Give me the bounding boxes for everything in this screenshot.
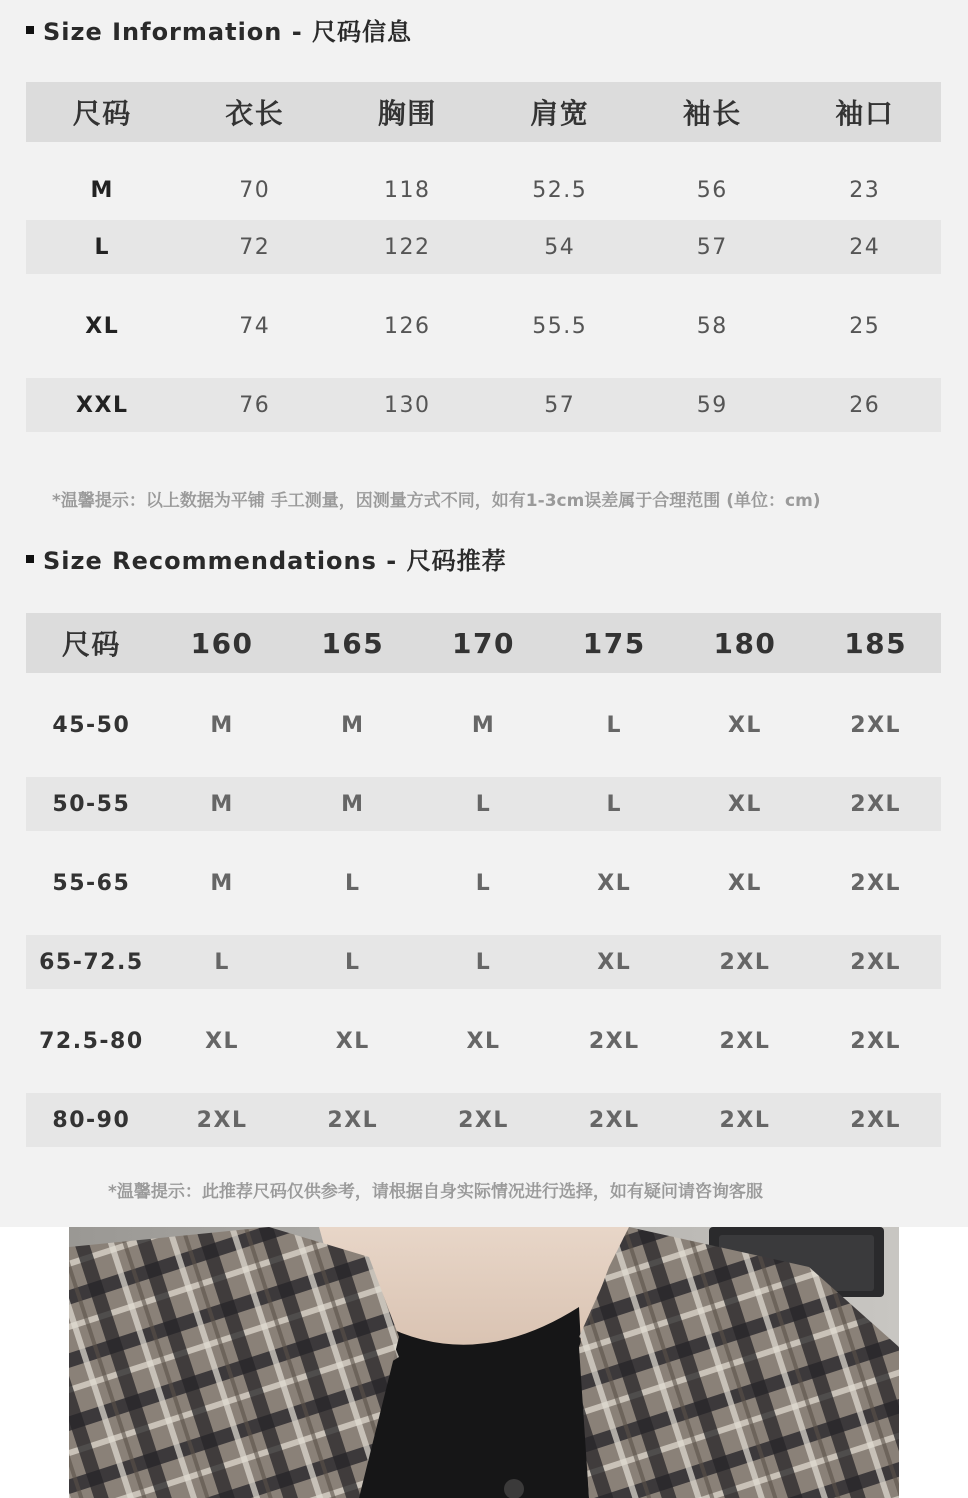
photo-illustration: [69, 1227, 899, 1498]
table-cell: XL: [727, 870, 762, 896]
header-cell: 180: [713, 626, 777, 660]
table-cell: XL: [335, 1028, 370, 1054]
table-row: [26, 220, 941, 274]
table-cell: 2XL: [719, 1107, 771, 1133]
table-row: [26, 160, 941, 220]
table-cell: 118: [384, 177, 431, 203]
table-cell: L: [345, 870, 361, 896]
table-row: [26, 673, 941, 777]
table-cell: 2XL: [196, 1107, 248, 1133]
header-cell: 185: [844, 626, 908, 660]
header-cell: 尺码: [72, 97, 132, 130]
header-cell: 165: [321, 626, 385, 660]
header-cell: 175: [582, 626, 646, 660]
table-cell: 2XL: [850, 1107, 902, 1133]
table-cell: XL: [205, 1028, 240, 1054]
table-header-row: [26, 613, 941, 673]
table-cell: L: [214, 949, 230, 975]
weight-cell: 50-55: [52, 791, 131, 817]
size-info-heading: [26, 12, 412, 47]
table-cell: XL: [597, 870, 632, 896]
table-cell: 2XL: [327, 1107, 379, 1133]
table-cell: 2XL: [458, 1107, 509, 1133]
header-cell: 袖长: [682, 97, 742, 130]
table-cell: 2XL: [850, 791, 902, 817]
header-cell: 肩宽: [530, 97, 590, 130]
table-cell: XL: [597, 949, 632, 975]
table-header-row: [26, 82, 941, 142]
table-row: [26, 777, 941, 831]
table-cell: 126: [384, 313, 431, 339]
table-cell: 2XL: [850, 870, 902, 896]
table-cell: L: [475, 949, 492, 975]
header-cell: 尺码: [61, 628, 121, 661]
table-cell: L: [606, 712, 622, 738]
table-cell: 2XL: [850, 1028, 902, 1054]
table-cell: 26: [849, 392, 881, 418]
size-info-note: *温馨提示：以上数据为平铺 手工测量，因测量方式不同，如有1-3cm误差属于合理范围 (单位：cm): [52, 491, 821, 511]
table-cell: 25: [849, 313, 881, 339]
table-cell: 130: [384, 392, 431, 418]
weight-cell: 45-50: [52, 712, 131, 738]
table-cell: 2XL: [719, 1028, 771, 1054]
table-cell: 122: [384, 234, 431, 260]
table-cell: L: [606, 791, 622, 817]
header-cell: 160: [190, 626, 254, 660]
table-cell: M: [341, 712, 365, 738]
size-rec-table: [26, 613, 941, 1147]
size-cell: L: [94, 234, 111, 260]
table-cell: 72: [239, 234, 271, 260]
size-info-title: Size Information - 尺码信息: [43, 18, 413, 46]
table-cell: L: [345, 949, 361, 975]
table-cell: 2XL: [588, 1107, 640, 1133]
weight-cell: 65-72.5: [39, 949, 144, 975]
header-cell: 170: [452, 626, 515, 660]
table-cell: 70: [239, 177, 271, 203]
plaid-shirt-photo: [69, 1227, 899, 1498]
table-cell: M: [210, 712, 234, 738]
table-cell: L: [475, 870, 492, 896]
size-info-table: [26, 82, 941, 432]
table-row: [26, 831, 941, 935]
table-cell: M: [341, 791, 365, 817]
size-cell: XL: [85, 313, 120, 339]
table-cell: M: [210, 870, 234, 896]
table-cell: XL: [727, 712, 762, 738]
table-row: [26, 989, 941, 1093]
header-cell: 胸围: [377, 97, 437, 130]
table-row: [26, 935, 941, 989]
size-cell: XXL: [76, 392, 129, 418]
size-rec-heading: [26, 541, 507, 576]
table-row: [26, 274, 941, 378]
table-row: [26, 378, 941, 432]
table-cell: M: [471, 712, 496, 738]
bullet-icon: [26, 555, 34, 563]
table-cell: 56: [696, 177, 728, 203]
size-cell: M: [90, 177, 114, 203]
size-rec-note: *温馨提示：此推荐尺码仅供参考，请根据自身实际情况进行选择，如有疑问请咨询客服: [108, 1182, 763, 1202]
table-cell: 57: [696, 234, 728, 260]
table-cell: 2XL: [588, 1028, 640, 1054]
table-cell: M: [210, 791, 234, 817]
table-cell: 59: [696, 392, 728, 418]
weight-cell: 80-90: [52, 1107, 131, 1133]
table-row: [26, 1093, 941, 1147]
table-cell: 2XL: [850, 712, 902, 738]
table-cell: 55.5: [532, 313, 588, 339]
table-cell: XL: [466, 1028, 501, 1054]
header-cell: 袖口: [835, 97, 895, 130]
table-cell: 52.5: [532, 177, 588, 203]
bullet-icon: [26, 26, 34, 34]
weight-cell: 72.5-80: [39, 1028, 144, 1054]
table-cell: 58: [696, 313, 728, 339]
table-cell: 57: [544, 392, 576, 418]
header-cell: 衣长: [225, 97, 285, 130]
table-cell: 54: [544, 234, 576, 260]
table-cell: 2XL: [719, 949, 771, 975]
table-cell: L: [475, 791, 492, 817]
table-cell: 76: [239, 392, 271, 418]
weight-cell: 55-65: [52, 870, 131, 896]
size-rec-title: Size Recommendations - 尺码推荐: [43, 547, 507, 575]
table-cell: 2XL: [850, 949, 902, 975]
table-cell: 24: [849, 234, 881, 260]
table-cell: 74: [239, 313, 271, 339]
table-cell: XL: [727, 791, 762, 817]
table-cell: 23: [849, 177, 881, 203]
